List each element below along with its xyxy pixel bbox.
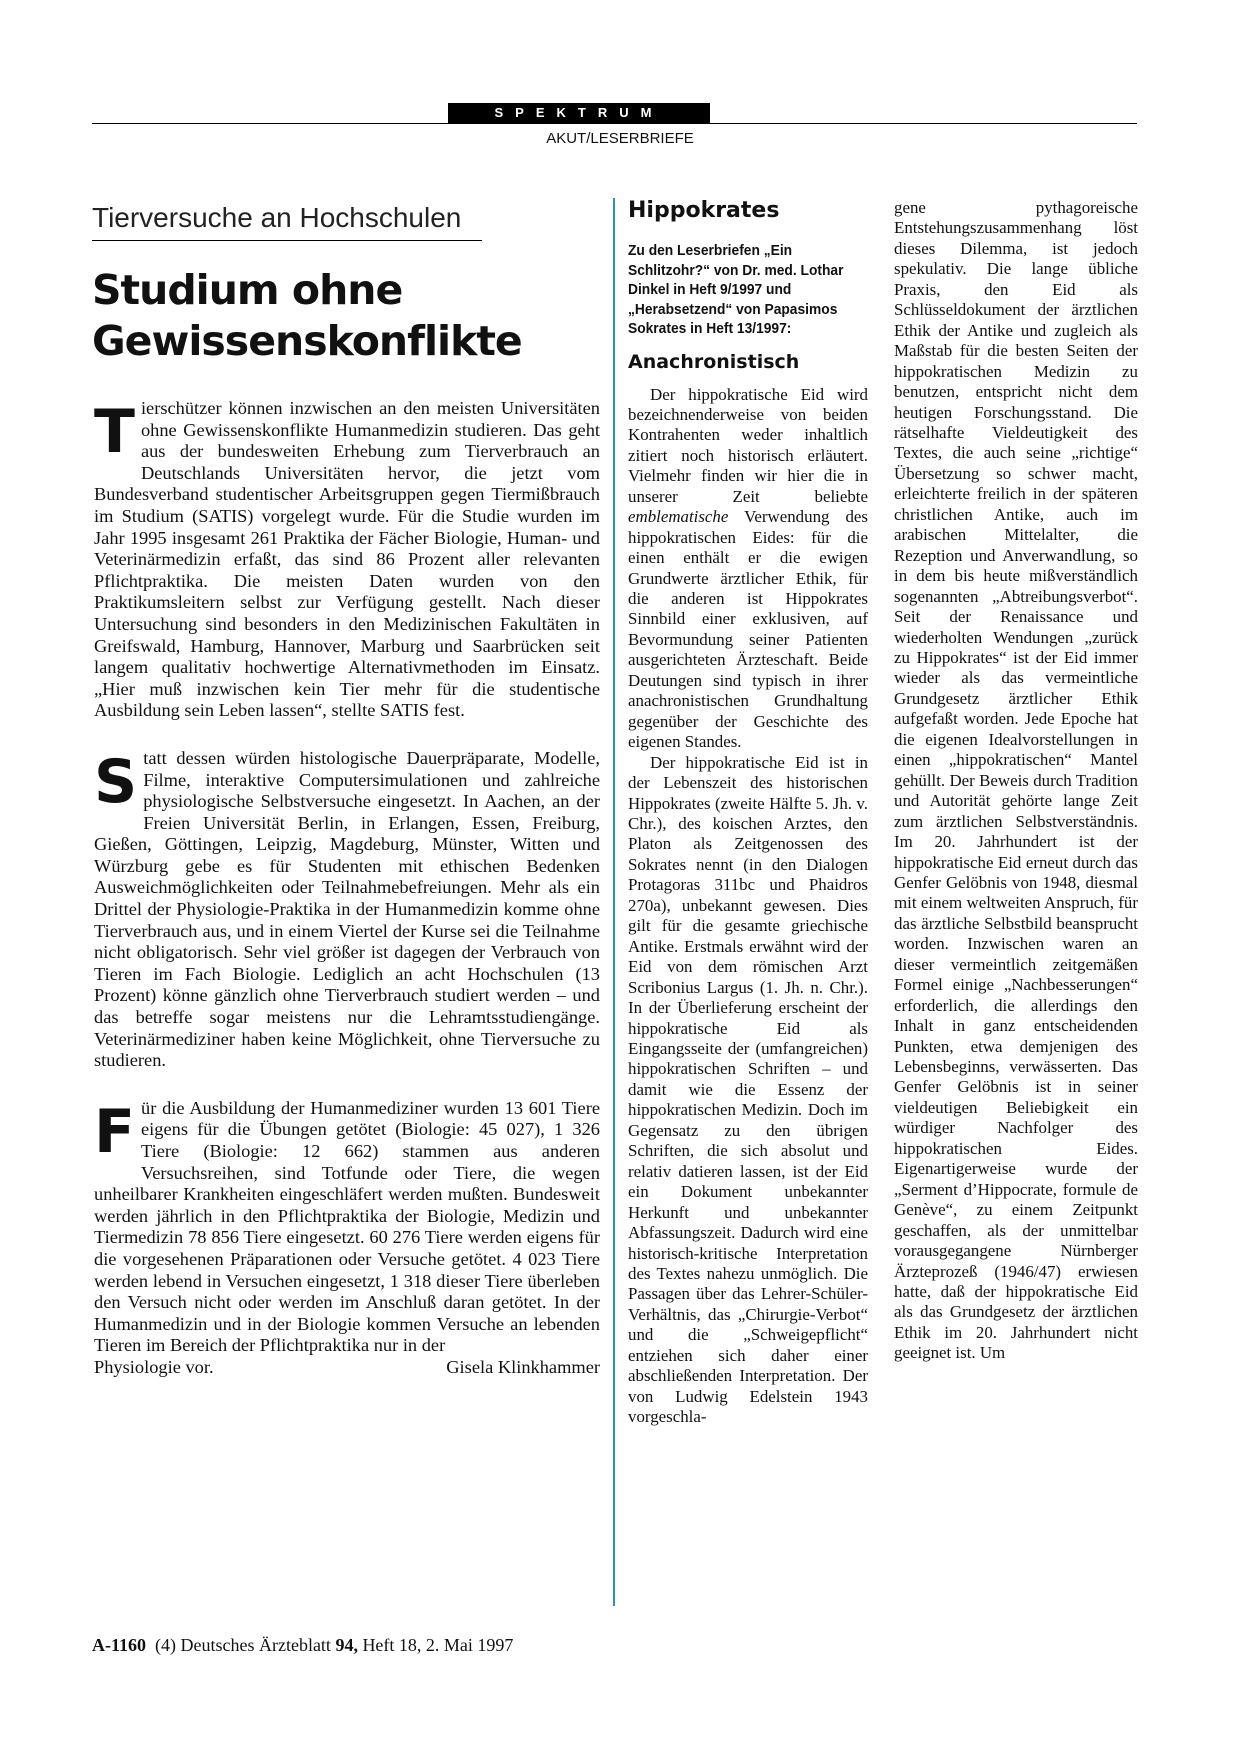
text-run: Verwendung des hippokratischen Eides: für die einen enthält er die ewigen Grundwerte ärztlicher Ethik, für die anderen ist Hippokrates Sinnbild einer exklusiven, auf Bevormundung seiner Patienten ausgerichteten Ärzteschaft. Beide Deutungen sind typisch in ihrer anachronistischen Grundhaltung gegenüber der Geschichte des eigenen Standes. bbox=[628, 507, 868, 752]
letter-subtitle: Anachronistisch bbox=[628, 350, 800, 373]
letters-title: Hippokrates bbox=[628, 198, 780, 223]
drop-cap: T bbox=[94, 397, 135, 467]
article-headline bbox=[92, 265, 612, 367]
subsection-label: AKUT/LESERBRIEFE bbox=[546, 130, 694, 147]
headline-line-1: Studium ohne bbox=[92, 266, 403, 314]
emphasis-text: emblematische bbox=[628, 507, 729, 527]
column-divider bbox=[613, 198, 615, 1606]
footer-volume: 94, bbox=[335, 1635, 358, 1655]
paragraph-last-line: Physiologie vor. bbox=[94, 1356, 214, 1377]
letter-paragraph-1 bbox=[628, 385, 868, 753]
article-kicker: Tierversuche an Hochschulen bbox=[92, 202, 482, 241]
letters-reference: Zu den Leserbriefen „Ein Schlitzohr?“ von Dr. med. Lothar Dinkel in Heft 9/1997 und „Herabsetzend“ von Papasimos Sokrates in Heft 13/1997: bbox=[628, 242, 844, 337]
section-label: SPEKTRUM bbox=[448, 103, 710, 123]
footer-text: (4) Deutsches Ärzteblatt bbox=[155, 1635, 336, 1655]
article-author: Gisela Klinkhammer bbox=[446, 1356, 600, 1377]
drop-cap: S bbox=[94, 746, 138, 817]
paragraph-text: tatt dessen würden histologische Dauerpräparate, Modelle, Filme, interaktive Computersimulationen und zahlreiche physiologische Selbstversuche eingesetzt. In Aachen, an der Freien Universität Berlin, in Erlangen, Essen, Freiburg, Gießen, Göttingen, Leipzig, Magdeburg, Münster, Witten und Würzburg gebe es für Studenten mit ethischen Bedenken Ausweichmöglichkeiten oder Teilnahmebefreiungen. Mehr als ein Drittel der Physiologie-Praktika in der Humanmedizin komme ohne Tierverbrauch aus, und in einem Viertel der Kurse sei die Teilnahme nicht obligatorisch. Sehr viel größer ist dagegen der Verbrauch von Tieren im Fach Biologie. Lediglich an acht Hochschulen (13 Prozent) könne gänzlich ohne Tierverbrauch studiert werden – und das betreffe sogar meistens nur die Lehramtsstudiengänge. Veterinärmediziner haben keine Möglichkeit, ohne Tierversuche zu studieren. bbox=[94, 747, 600, 1071]
page-number: A-1160 bbox=[92, 1635, 146, 1655]
text-run: Der hippokratische Eid wird bezeichnenderweise von beiden Kontrahenten weder inhaltlich zitiert noch historisch erläutert. Vielmehr finden wir hier die in unserer Zeit beliebte bbox=[628, 384, 868, 506]
letter-paragraph-3: gene pythagoreische Entstehungszusammenhang löst dieses Dilemma, ist jedoch spekulativ. Die lange übliche Praxis, den Eid als Schlüsseldokument der ärztlichen Ethik der Antike und zugleich als Maßstab für die besten Seiten der hippokratischen Medizin zu benutzen, entspricht nicht dem heutigen Forschungsstand. Die rätselhafte Vieldeutigkeit des Textes, die auch seine „richtige“ Übersetzung so schwer macht, erleichterte freilich in der späteren christlichen Antike, auch im arabischen Mittelalter, die Rezeption und Anverwandlung, so in dem bis heute mißverständlich sogenannten „Abtreibungsverbot“. Seit der Renaissance und wiederholten Wendungen „zurück zu Hippokrates“ ist der Eid immer wieder als das vermeintliche Grundgesetz ärztlicher Ethik aufgefaßt worden. Jede Epoche hat die eigenen Idealvorstellungen in einen „hippokratischen“ Mantel gehüllt. Der Beweis durch Tradition und Autorität gehörte lange Zeit zum ärztlichen Selbstverständnis. Im 20. Jahrhundert ist der hippokratische Eid erneut durch das Genfer Gelöbnis von 1948, diesmal mit einem weltweiten Anspruch, für das ärztliche Selbstbild beansprucht worden. Inzwischen waren an dieser vermeintlich zeitgemäßen Formel einige „Nachbesserungen“ erforderlich, die allerdings den Inhalt in ganz entscheidenden Punkten, etwa demjenigen des Lebensbeginns, verwässerten. Das Genfer Gelöbnis ist in seiner vieldeutigen Beliebigkeit ein würdiger Nachfolger des hippokratischen Eides. Eigenartigerweise wurde der „Serment d’Hippocrate, formule de Genève“, zu einem Zeitpunkt geschaffen, als der unmittelbar vorausgegangene Nürnberger Ärzteprozeß (1946/47) erwiesen hatte, daß der hippokratische Eid als das Grundgesetz der ärztlichen Ethik im 20. Jahrhundert nicht geeignet ist. Um bbox=[894, 198, 1138, 1363]
paragraph-text: ür die Ausbildung der Humanmediziner wurden 13 601 Tiere eigens für die Übungen getötet (Biologie: 45 027), 1 326 Tiere (Biologie: 12 662) stammen aus anderen Versuchsreihen, sind Totfunde oder Tiere, die wegen unheilbarer Krankheiten eingeschläfert werden mußten. Bundesweit werden jährlich in den Pflichtpraktika der Biologie, Medizin und Tiermedizin 78 856 Tiere eingesetzt. 60 276 Tiere werden eigens für die vorgesehenen Präparationen oder Versuche getötet. 4 023 Tiere werden lebend in Versuchen eingesetzt, 1 318 dieser Tiere überleben den Versuch nicht oder werden im Anschluß daran getötet. In der Humanmedizin und in der Biologie kommen Versuche an lebenden Tieren im Bereich der Pflichtpraktika nur in der bbox=[94, 1097, 600, 1356]
article-paragraph-3 bbox=[94, 1098, 600, 1357]
article-paragraph-1 bbox=[94, 398, 600, 722]
article-paragraph-2 bbox=[94, 748, 600, 1072]
paragraph-text: ierschützer können inzwischen an den meisten Universitäten ohne Gewissenskonflikte Humanmedizin studieren. Das geht aus der bundesweiten Erhebung zum Tierverbrauch an Deutschlands Universitäten hervor, die jetzt vom Bundesverband studentischer Arbeitsgruppen gegen Tiermißbrauch im Studium (SATIS) vorgelegt wurde. Für die Studie wurden im Jahr 1995 insgesamt 261 Praktika der Fächer Biologie, Human- und Veterinärmedizin erfaßt, das sind 86 Prozent aller relevanten Pflichtpraktika. Die meisten Daten wurden von den Praktikumsleitern selbst zur Verfügung gestellt. Nach dieser Untersuchung sind besonders in den Medizinischen Fakultäten in Greifswald, Hamburg, Hannover, Marburg und Saarbrücken seit langem qualitativ hochwertige Alternativmethoden im Einsatz. „Hier muß inzwischen kein Tier mehr für die studentische Ausbildung sein Leben lassen“, stellte SATIS fest. bbox=[94, 398, 600, 721]
page-footer bbox=[92, 1635, 513, 1656]
letters-column-1 bbox=[628, 198, 868, 1428]
header-rule bbox=[92, 123, 1137, 124]
article-body bbox=[94, 398, 600, 1379]
letters-column-2 bbox=[894, 198, 1138, 1364]
headline-line-2: Gewissenskonflikte bbox=[92, 317, 522, 365]
footer-text-2: Heft 18, 2. Mai 1997 bbox=[357, 1635, 514, 1655]
signature-line bbox=[94, 1357, 600, 1379]
letter-paragraph-2: Der hippokratische Eid ist in der Lebenszeit des historischen Hippokrates (zweite Hälfte 5. Jh. v. Chr.), des koischen Arztes, den Platon als Zeitgenossen des Sokrates nennt (in den Dialogen Protagoras 311bc und Phaidros 270a), unbekannt gewesen. Dies gilt für die gesamte griechische Antike. Erstmals erwähnt wird der Eid von dem römischen Arzt Scribonius Largus (1. Jh. n. Chr.). In der Überlieferung erscheint der hippokratische Eid als Eingangsseite der (umfangreichen) hippokratischen Schriften – und damit wie die Essenz der hippokratischen Medizin. Doch im Gegensatz zu den übrigen Schriften, die sich absolut und relativ datieren lassen, ist der Eid ein Dokument unbekannter Herkunft und unbekannter Abfassungszeit. Dadurch wird eine historisch-kritische Interpretation des Textes nahezu unmöglich. Die Passagen über das Lehrer-Schüler-Verhältnis, das „Chirurgie-Verbot“ und die „Schweigepflicht“ entziehen sich daher einer abschließenden Interpretation. Der von Ludwig Edelstein 1943 vorgeschla- bbox=[628, 752, 868, 1427]
drop-cap: F bbox=[94, 1096, 135, 1167]
